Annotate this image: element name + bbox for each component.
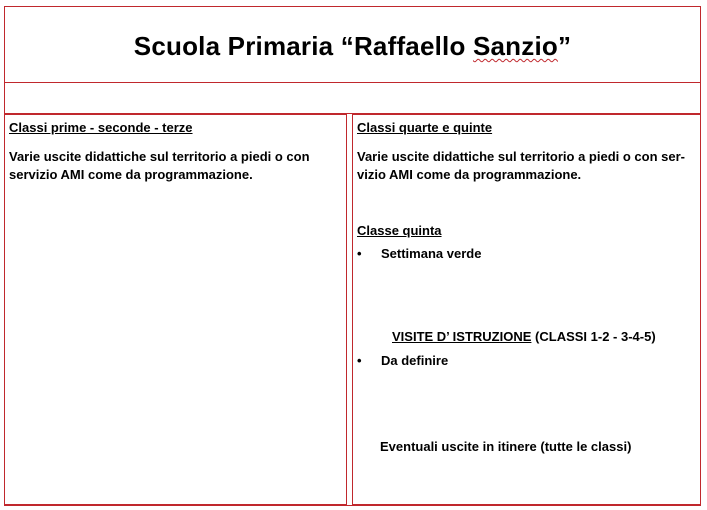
right-paragraph-line-1: Varie uscite didattiche sul territorio a piedi o con ser-: [357, 149, 685, 164]
left-column-heading: Classi prime - seconde - terze: [9, 120, 193, 135]
title-box: [4, 6, 701, 83]
left-paragraph-line-1: Varie uscite didattiche sul territorio a piedi o con: [9, 149, 310, 164]
bullet-dot-icon: •: [357, 353, 362, 368]
left-paragraph-line-2: servizio AMI come da programmazione.: [9, 167, 253, 182]
bullet-settimana-verde: [357, 246, 481, 261]
left-column: [4, 114, 347, 505]
title-prefix: Scuola Primaria “Raffaello: [133, 31, 473, 61]
right-column-heading: Classi quarte e quinte: [357, 120, 493, 135]
bullet-settimana-text: Settimana verde: [381, 246, 482, 261]
right-column: [352, 114, 701, 505]
left-column-paragraph: [9, 148, 310, 184]
eventuali-uscite-line: Eventuali uscite in itinere (tutte le classi): [380, 439, 632, 454]
bullet-da-definire: [357, 353, 448, 368]
visite-rest-text: (CLASSI 1-2 - 3-4-5): [531, 329, 656, 344]
spacer-row: [4, 83, 701, 114]
right-paragraph-line-2: vizio AMI come da programmazione.: [357, 167, 582, 182]
title-squiggled-word: Sanzio: [472, 31, 558, 61]
classe-quinta-heading: Classe quinta: [357, 223, 442, 238]
visite-underlined-text: VISITE D’ ISTRUZIONE: [392, 329, 532, 344]
bullet-da-definire-text: Da definire: [381, 353, 449, 368]
visite-istruzione-line: [392, 329, 656, 344]
bottom-border: [4, 505, 701, 506]
bullet-dot-icon: •: [357, 246, 362, 261]
title-suffix: ”: [557, 31, 572, 61]
document-title: [5, 31, 700, 62]
right-column-paragraph: [357, 148, 685, 184]
